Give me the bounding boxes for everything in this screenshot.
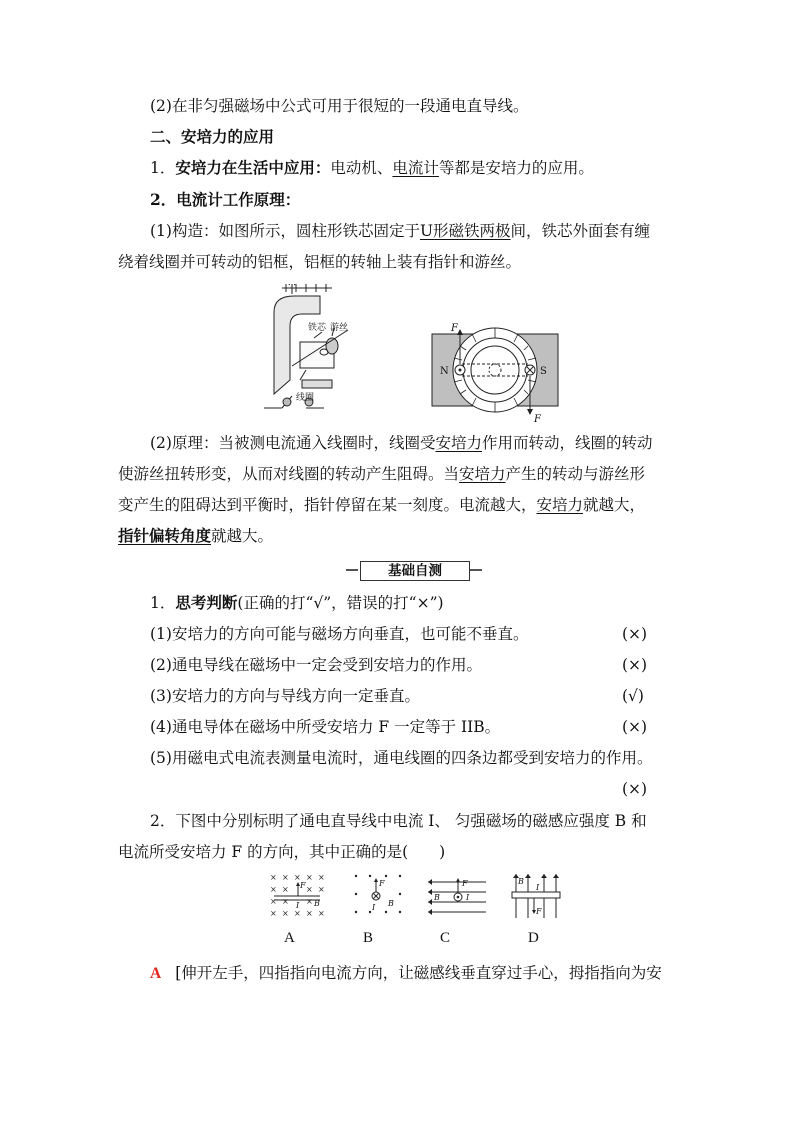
answer-text: [伸开左手，四指指向电流方向，让磁感线垂直穿过手心，拇指指向为安 xyxy=(175,964,662,982)
underlined-term: 安培力 xyxy=(459,465,506,483)
banner-decoration xyxy=(346,569,358,571)
text-line xyxy=(150,189,300,211)
option-d-figure xyxy=(510,872,562,920)
underlined-term: 电流计 xyxy=(392,159,439,177)
text-line xyxy=(118,463,645,485)
option-label: B xyxy=(363,930,374,946)
svg-text:I: I xyxy=(296,901,300,910)
label-spring: 游丝 xyxy=(330,323,349,333)
text-line xyxy=(150,432,653,454)
underlined-term: 安培力 xyxy=(536,496,584,514)
judge-mark: (√) xyxy=(622,687,644,705)
text: 电动机、 xyxy=(330,159,393,177)
banner-decoration xyxy=(470,569,482,571)
judge-item: (5)用磁电式电流表测量电流时，通电线圈的四条边都受到安培力的作用。 xyxy=(150,749,653,767)
option-a-figure xyxy=(268,872,330,918)
svg-text:F: F xyxy=(462,879,468,888)
answer-letter: A xyxy=(150,965,162,982)
item-heading: 电流计工作原理： xyxy=(176,190,301,209)
judge-item: (1)安培力的方向可能与磁场方向垂直，也可能不垂直。 xyxy=(150,625,529,643)
question-number: 1． xyxy=(150,594,176,612)
svg-text:×: × xyxy=(282,909,289,918)
svg-text:×: × xyxy=(294,873,301,882)
svg-text:×: × xyxy=(270,897,277,906)
text-line xyxy=(150,220,650,242)
answer-line xyxy=(150,962,662,985)
text: 变产生的阻碍达到平衡时，指针停留在某一刻度。电流越大， xyxy=(118,496,537,514)
question-number: 2． xyxy=(150,812,176,830)
label-core: 铁芯 xyxy=(308,323,327,333)
text: (1)构造：如图所示，圆柱形铁芯固定于 xyxy=(150,222,420,240)
text: 产生的转动与游丝形 xyxy=(505,465,646,483)
text: 使游丝扭转形变，从而对线圈的转动产生阻碍。当 xyxy=(118,465,460,483)
text: (2)原理：当被测电流通入线圈时，线圈受 xyxy=(150,434,436,452)
option-label: A xyxy=(284,930,295,946)
svg-text:B: B xyxy=(314,899,320,908)
text: 就越大， xyxy=(583,496,646,514)
svg-text:F: F xyxy=(300,881,306,890)
svg-text:×: × xyxy=(306,885,313,894)
svg-text:×: × xyxy=(318,873,325,882)
option-c-figure xyxy=(426,872,488,918)
label-force-top: F xyxy=(451,323,458,334)
svg-text:×: × xyxy=(306,897,313,906)
option-label: C xyxy=(440,930,451,946)
judge-mark: (×) xyxy=(622,656,648,674)
svg-text:B: B xyxy=(434,893,440,902)
svg-text:I: I xyxy=(372,903,376,912)
svg-text:F: F xyxy=(379,879,385,888)
svg-text:×: × xyxy=(270,873,277,882)
text-line xyxy=(150,157,594,179)
label-n-pole: N xyxy=(440,366,449,377)
judge-item: (3)安培力的方向与导线方向一定垂直。 xyxy=(150,687,420,705)
svg-text:×: × xyxy=(306,873,313,882)
option-label: D xyxy=(528,930,539,946)
judge-item: (4)通电导体在磁场中所受安培力 F 一定等于 IIB。 xyxy=(150,718,501,736)
magnet-cross-section-figure xyxy=(430,320,560,424)
svg-text:F: F xyxy=(536,907,542,916)
svg-text:×: × xyxy=(318,909,325,918)
svg-text:×: × xyxy=(294,909,301,918)
svg-text:×: × xyxy=(270,885,277,894)
underlined-term: 指针偏转角度 xyxy=(118,526,212,545)
svg-text:×: × xyxy=(306,909,313,918)
question-heading xyxy=(150,592,444,614)
text: (正确的打“√”，错误的打“×”) xyxy=(237,594,444,612)
item-heading: 安培力在生活中应用： xyxy=(175,158,331,177)
judge-mark: (×) xyxy=(622,780,648,798)
underlined-term: U形磁铁两极 xyxy=(419,222,511,240)
svg-text:B: B xyxy=(518,877,524,886)
item-number: 1． xyxy=(150,159,176,177)
svg-text:I: I xyxy=(536,883,540,892)
galvanometer-figure xyxy=(262,284,362,424)
question-line xyxy=(150,810,647,832)
text-line xyxy=(118,494,645,516)
judge-mark: (×) xyxy=(622,625,648,643)
svg-text:×: × xyxy=(318,885,325,894)
text-line xyxy=(118,525,273,547)
text: 下图中分别标明了通电直导线中电流 I、 匀强磁场的磁感应强度 B 和 xyxy=(175,812,647,830)
svg-text:×: × xyxy=(270,909,277,918)
text: 就越大。 xyxy=(211,527,274,545)
question-line: 电流所受安培力 F 的方向，其中正确的是( ) xyxy=(118,843,446,861)
text-line: (2)在非匀强磁场中公式可用于很短的一段通电直导线。 xyxy=(150,97,529,115)
underlined-term: 安培力 xyxy=(435,434,482,452)
svg-text:×: × xyxy=(282,885,289,894)
text: 等都是安培力的应用。 xyxy=(438,159,594,177)
svg-text:I: I xyxy=(466,893,470,902)
section-banner: 基础自测 xyxy=(360,561,470,581)
judge-mark: (×) xyxy=(622,718,648,736)
text: 作用而转动，线圈的转动 xyxy=(481,434,653,452)
item-number: 2． xyxy=(150,190,177,209)
svg-text:×: × xyxy=(282,897,289,906)
label-force-bottom: F xyxy=(534,414,541,424)
question-title: 思考判断 xyxy=(175,593,238,612)
text: 间，铁芯外面套有缠 xyxy=(510,222,651,240)
option-b-figure xyxy=(352,872,404,918)
section-heading: 二、安培力的应用 xyxy=(150,127,275,146)
judge-item: (2)通电导线在磁场中一定会受到安培力的作用。 xyxy=(150,656,482,674)
label-s-pole: S xyxy=(540,366,547,377)
text-line: 绕着线圈并可转动的铝框，铝框的转轴上装有指针和游丝。 xyxy=(118,253,522,271)
svg-text:×: × xyxy=(282,873,289,882)
svg-text:B: B xyxy=(388,899,394,908)
label-coil: 线圈 xyxy=(296,393,315,403)
